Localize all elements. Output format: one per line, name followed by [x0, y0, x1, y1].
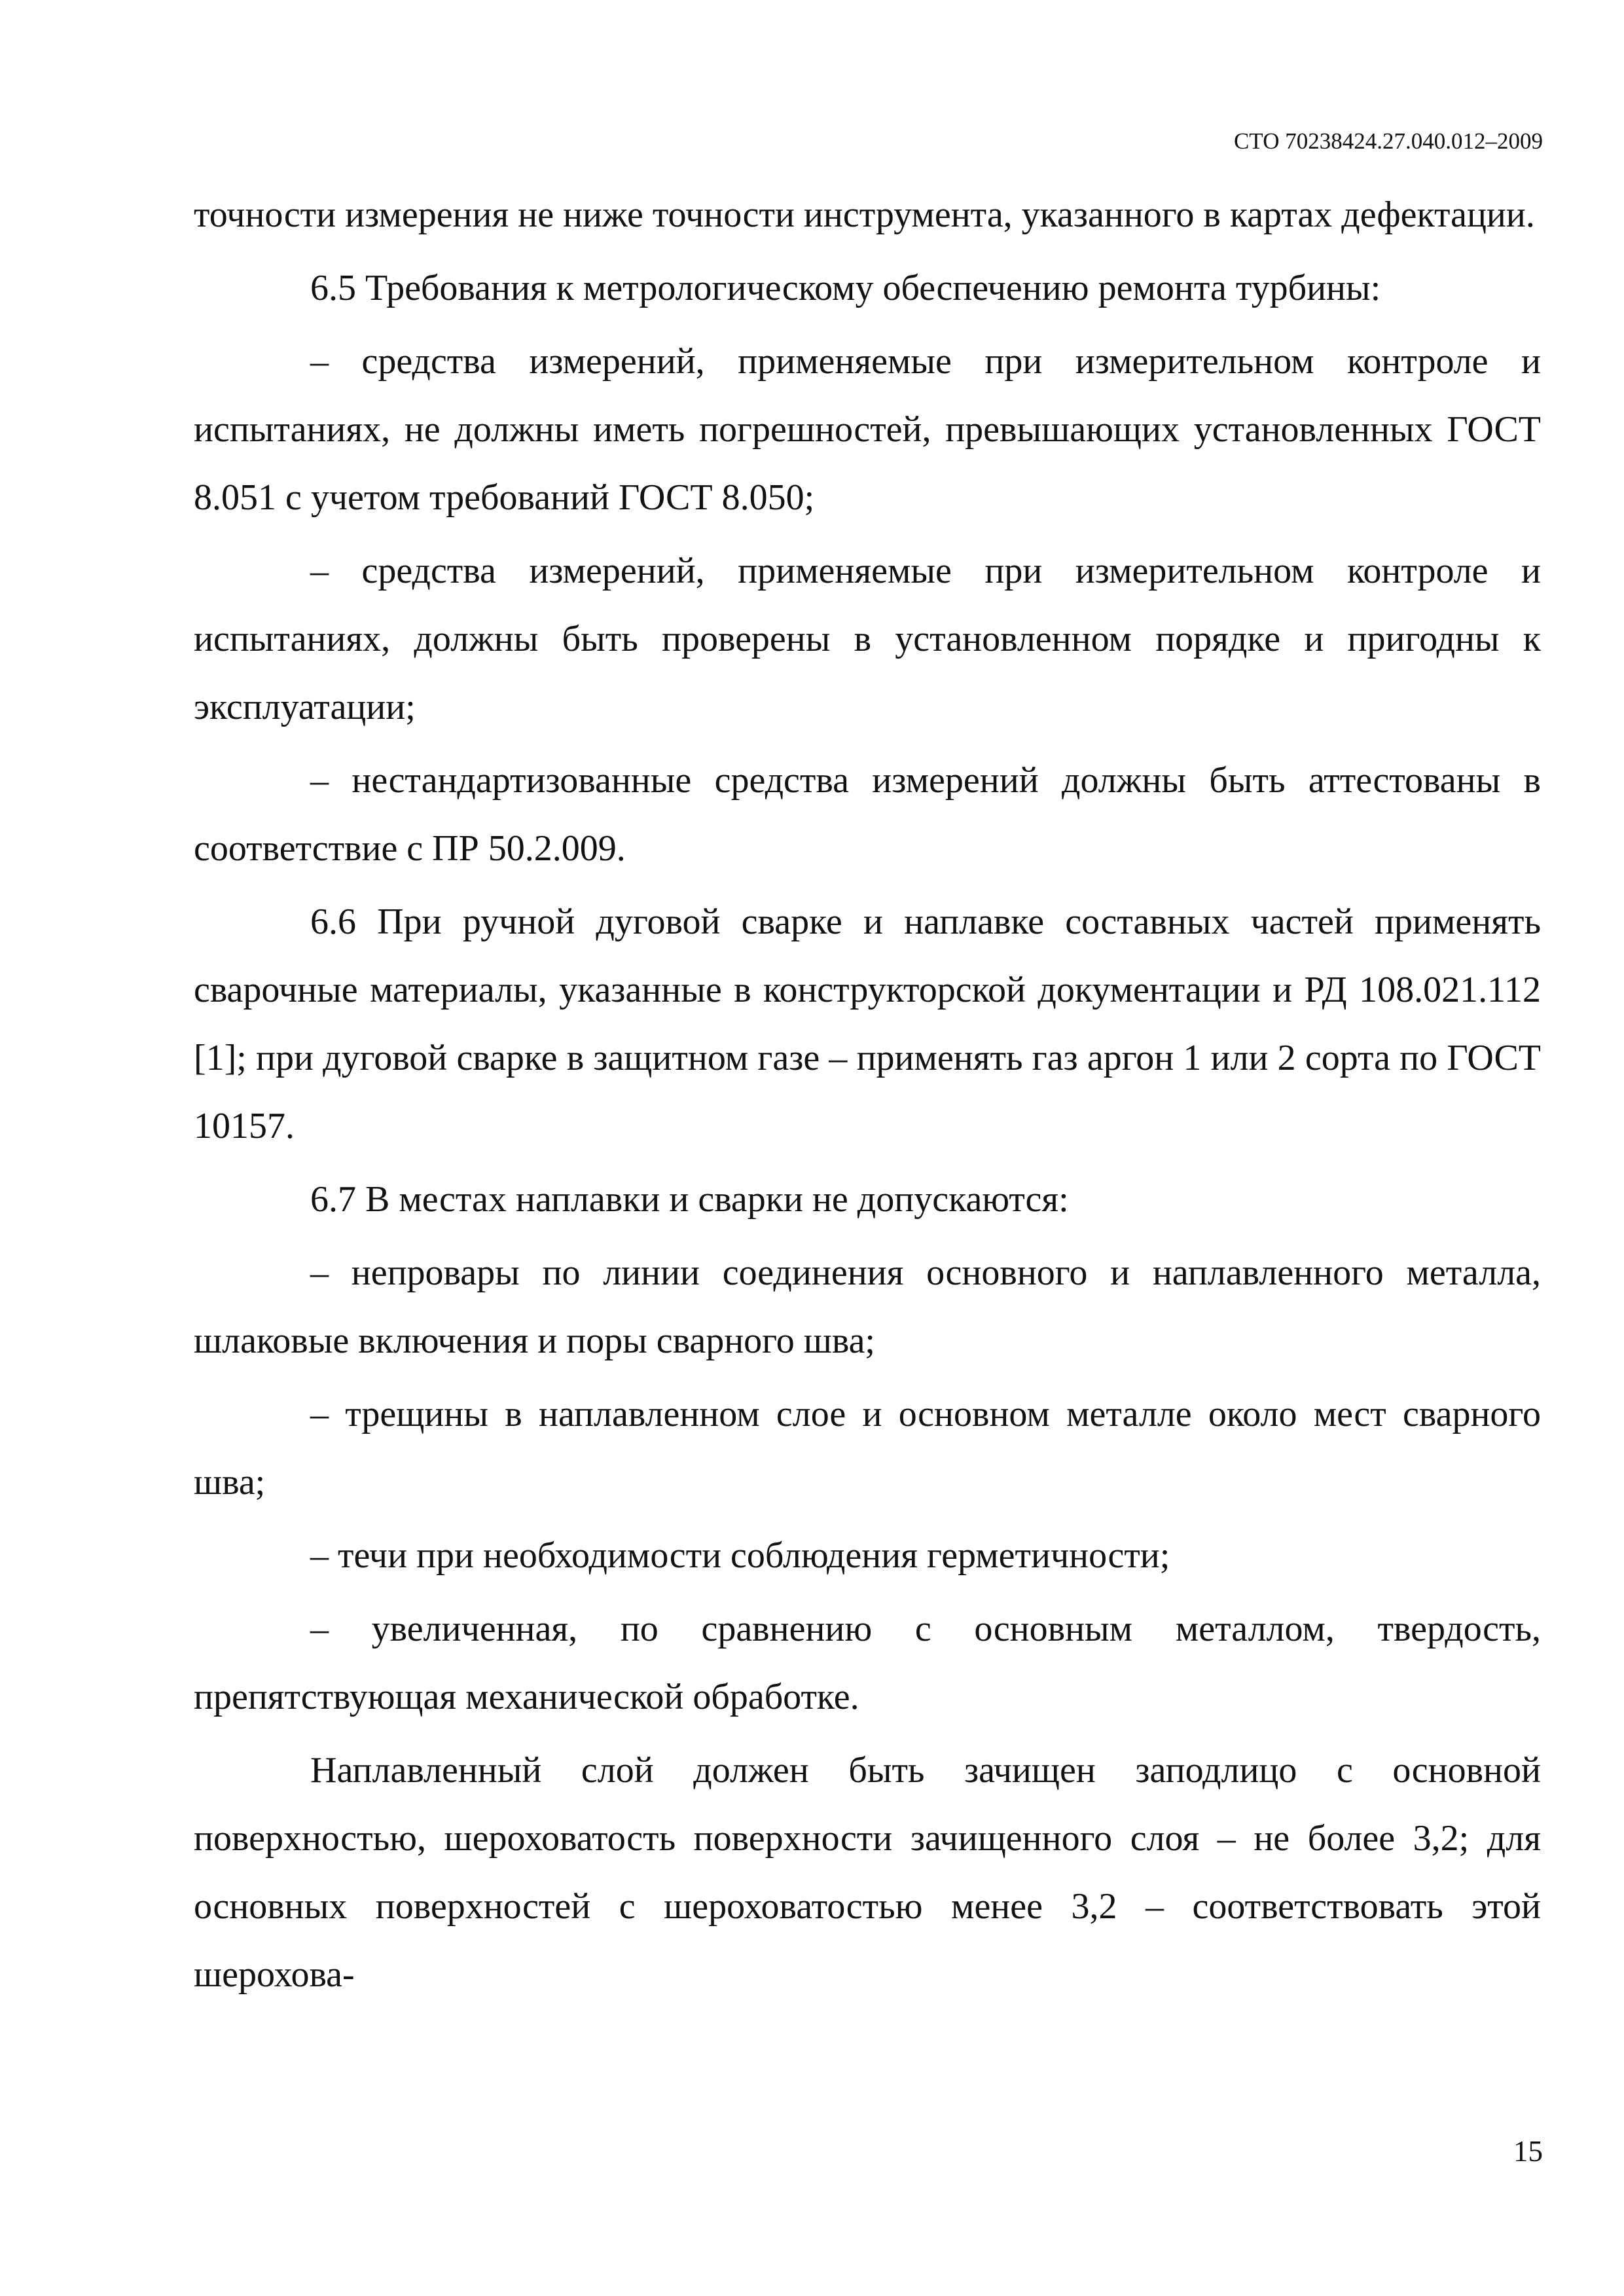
- page-body: [194, 181, 1541, 2014]
- list-item-hardness: – увеличенная, по сравнению с основным металлом, твердость, препятствующая механической обработке.: [194, 1609, 1541, 1717]
- document-code-header: СТО 70238424.27.040.012–2009: [1233, 128, 1543, 154]
- list-item-lack-of-fusion: – непровары по линии соединения основного и наплавленного металла, шлаковые включения и поры сварного шва;: [194, 1252, 1541, 1361]
- list-item-leaks: – течи при необходимости соблюдения герметичности;: [310, 1535, 1170, 1576]
- page-number: 15: [1513, 2135, 1543, 2168]
- list-item-measuring-errors: – средства измерений, применяемые при измерительном контроле и испытаниях, не должны иметь погрешностей, превышающих установленных ГОСТ 8.051 с учетом требований ГОСТ 8.050;: [194, 341, 1541, 518]
- list-item-cracks: – трещины в наплавленном слое и основном металле около мест сварного шва;: [194, 1394, 1541, 1503]
- list-item-nonstandard-certified: – нестандартизованные средства измерений должны быть аттестованы в соответствие с ПР 50.2.009.: [194, 760, 1541, 869]
- paragraph-continuation: точности измерения не ниже точности инструмента, указанного в картах дефектации.: [194, 194, 1535, 235]
- paragraph-deposited-layer: Наплавленный слой должен быть зачищен заподлицо с основной поверхностью, шероховатость поверхности зачищенного слоя – не более 3,2; для основных поверхностей с шероховатостью менее 3,2 – соответствовать этой шерохова-: [194, 1750, 1541, 1995]
- list-item-measuring-verified: – средства измерений, применяемые при измерительном контроле и испытаниях, должны быть проверены в установленном порядке и пригодны к эксплуатации;: [194, 551, 1541, 727]
- paragraph-6-5: 6.5 Требования к метрологическому обеспечению ремонта турбины:: [310, 268, 1381, 308]
- paragraph-6-6: 6.6 При ручной дуговой сварке и наплавке составных частей применять сварочные материалы, указанные в конструкторской документации и РД 108.021.112 [1]; при дуговой сварке в защитном газе – применять газ аргон 1 или 2 сорта по ГОСТ 10157.: [194, 902, 1541, 1146]
- paragraph-6-7: 6.7 В местах наплавки и сварки не допускаются:: [310, 1179, 1069, 1220]
